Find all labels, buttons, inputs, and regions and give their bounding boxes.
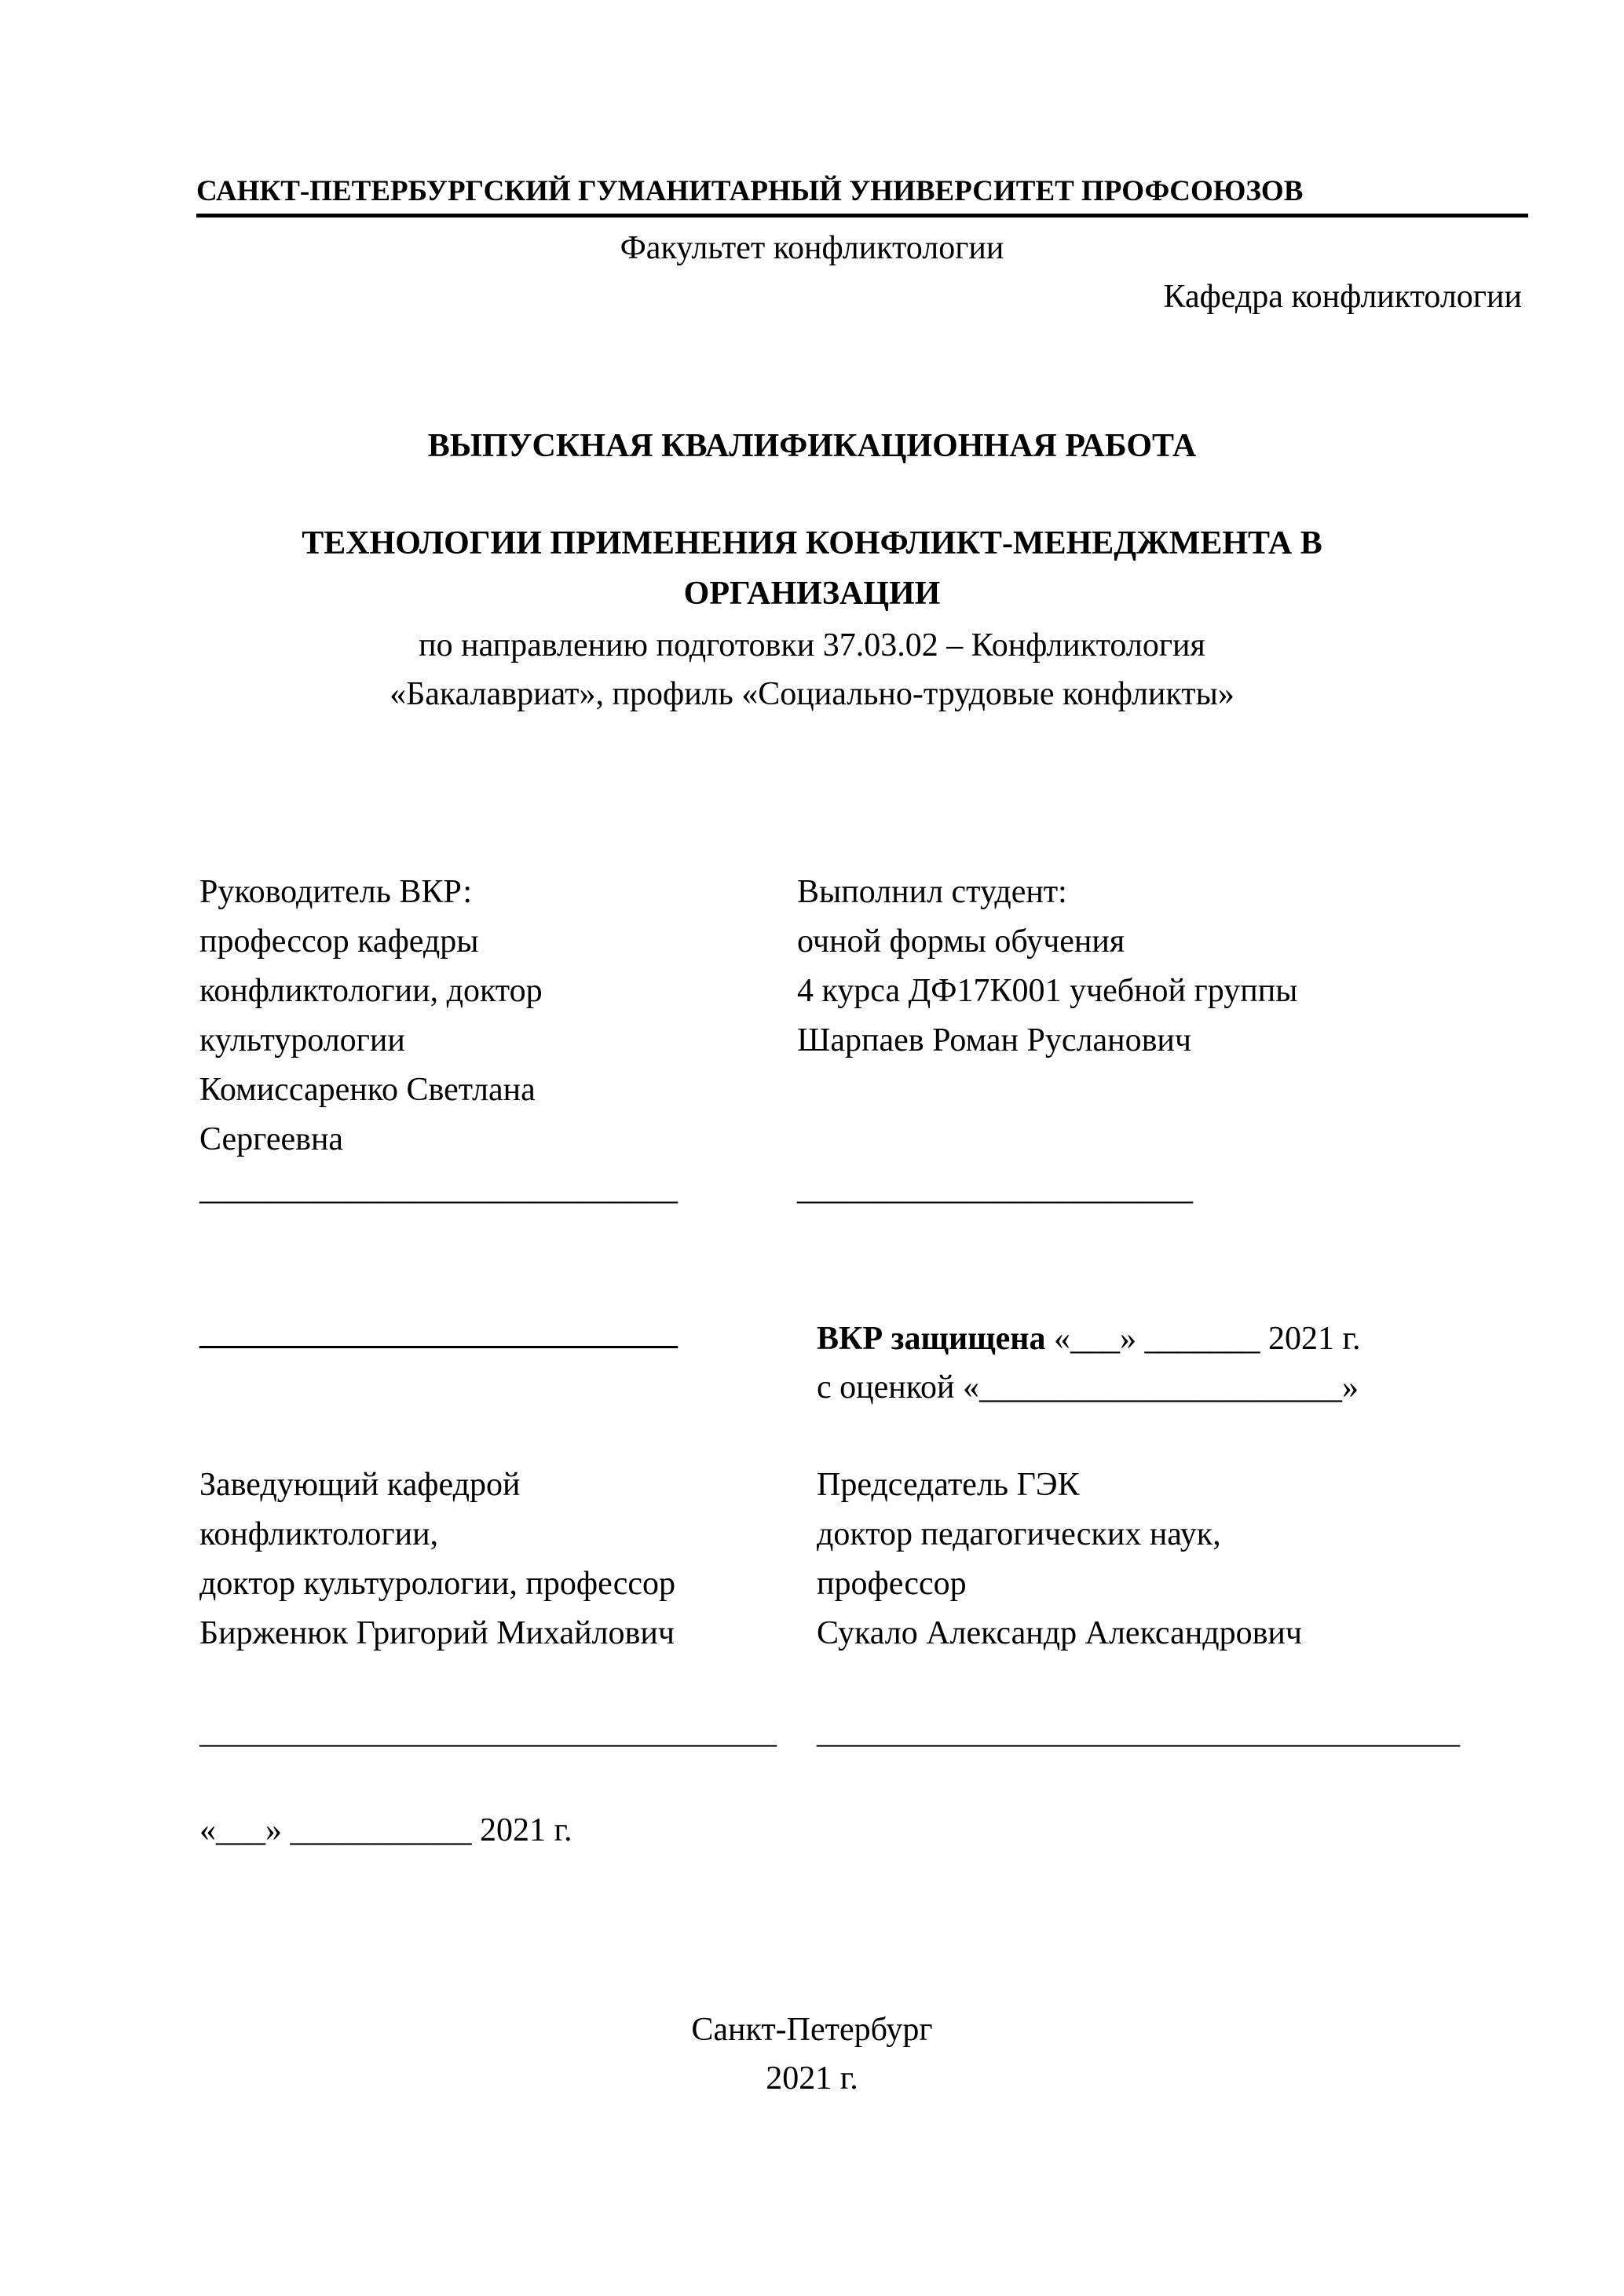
student-line: Выполнил студент: bbox=[797, 874, 1067, 910]
department-name: Кафедра конфликтологии bbox=[1163, 279, 1522, 315]
thesis-title-line2: ОРГАНИЗАЦИИ bbox=[683, 576, 941, 612]
supervisor-signature-line: _____________________________ bbox=[199, 1171, 678, 1207]
faculty-name: Факультет конфликтологии bbox=[620, 230, 1004, 266]
chairman-signature-line: _______________________________________ bbox=[817, 1714, 1460, 1750]
study-profile: «Бакалавриат», профиль «Социально-трудовые конфликты» bbox=[390, 676, 1234, 712]
student-line: 4 курса ДФ17К001 учебной группы bbox=[797, 973, 1298, 1009]
supervisor-line: конфликтологии, доктор bbox=[199, 973, 543, 1009]
defense-status bbox=[817, 1314, 1360, 1364]
student-line: очной формы обучения bbox=[797, 923, 1125, 960]
university-name: САНКТ-ПЕТЕРБУРГСКИЙ ГУМАНИТАРНЫЙ УНИВЕРСИТЕТ ПРОФСОЮЗОВ bbox=[196, 175, 1304, 207]
head-line: доктор культурологии, профессор bbox=[199, 1566, 676, 1602]
supervisor-line: Сергеевна bbox=[199, 1121, 344, 1157]
defended-date: «___» _______ 2021 г. bbox=[1045, 1321, 1361, 1357]
chairman-line: профессор bbox=[817, 1566, 967, 1602]
study-direction: по направлению подготовки 37.03.02 – Конфликтология bbox=[419, 627, 1205, 664]
defended-label: ВКР защищена bbox=[817, 1321, 1046, 1357]
chairman-line: Сукало Александр Александрович bbox=[817, 1615, 1303, 1651]
head-signature-line: ___________________________________ bbox=[199, 1714, 777, 1750]
supervisor-line: профессор кафедры bbox=[199, 923, 479, 960]
defense-left-signature-line: _____________________________ bbox=[199, 1315, 678, 1351]
head-line: Заведующий кафедрой bbox=[199, 1467, 521, 1503]
supervisor-line: Комиссаренко Светлана bbox=[199, 1072, 536, 1108]
supervisor-line: Руководитель ВКР: bbox=[199, 874, 473, 910]
header-rule bbox=[196, 214, 1528, 218]
document-type: ВЫПУСКНАЯ КВАЛИФИКАЦИОННАЯ РАБОТА bbox=[427, 428, 1197, 464]
student-signature-line: ________________________ bbox=[797, 1171, 1193, 1207]
supervisor-line: культурологии bbox=[199, 1022, 405, 1058]
chairman-line: доктор педагогических наук, bbox=[817, 1516, 1221, 1552]
year: 2021 г. bbox=[766, 2060, 858, 2097]
student-line: Шарпаев Роман Русланович bbox=[797, 1022, 1192, 1058]
defense-grade: с оценкой «______________________» bbox=[817, 1369, 1359, 1406]
head-line: Бирженюк Григорий Михайлович bbox=[199, 1615, 675, 1651]
thesis-title-line1: ТЕХНОЛОГИИ ПРИМЕНЕНИЯ КОНФЛИКТ-МЕНЕДЖМЕНТА В bbox=[302, 525, 1322, 561]
city: Санкт-Петербург bbox=[691, 2012, 933, 2048]
approval-date-line: «___» ___________ 2021 г. bbox=[199, 1812, 572, 1848]
head-line: конфликтологии, bbox=[199, 1516, 439, 1552]
chairman-line: Председатель ГЭК bbox=[817, 1467, 1080, 1503]
